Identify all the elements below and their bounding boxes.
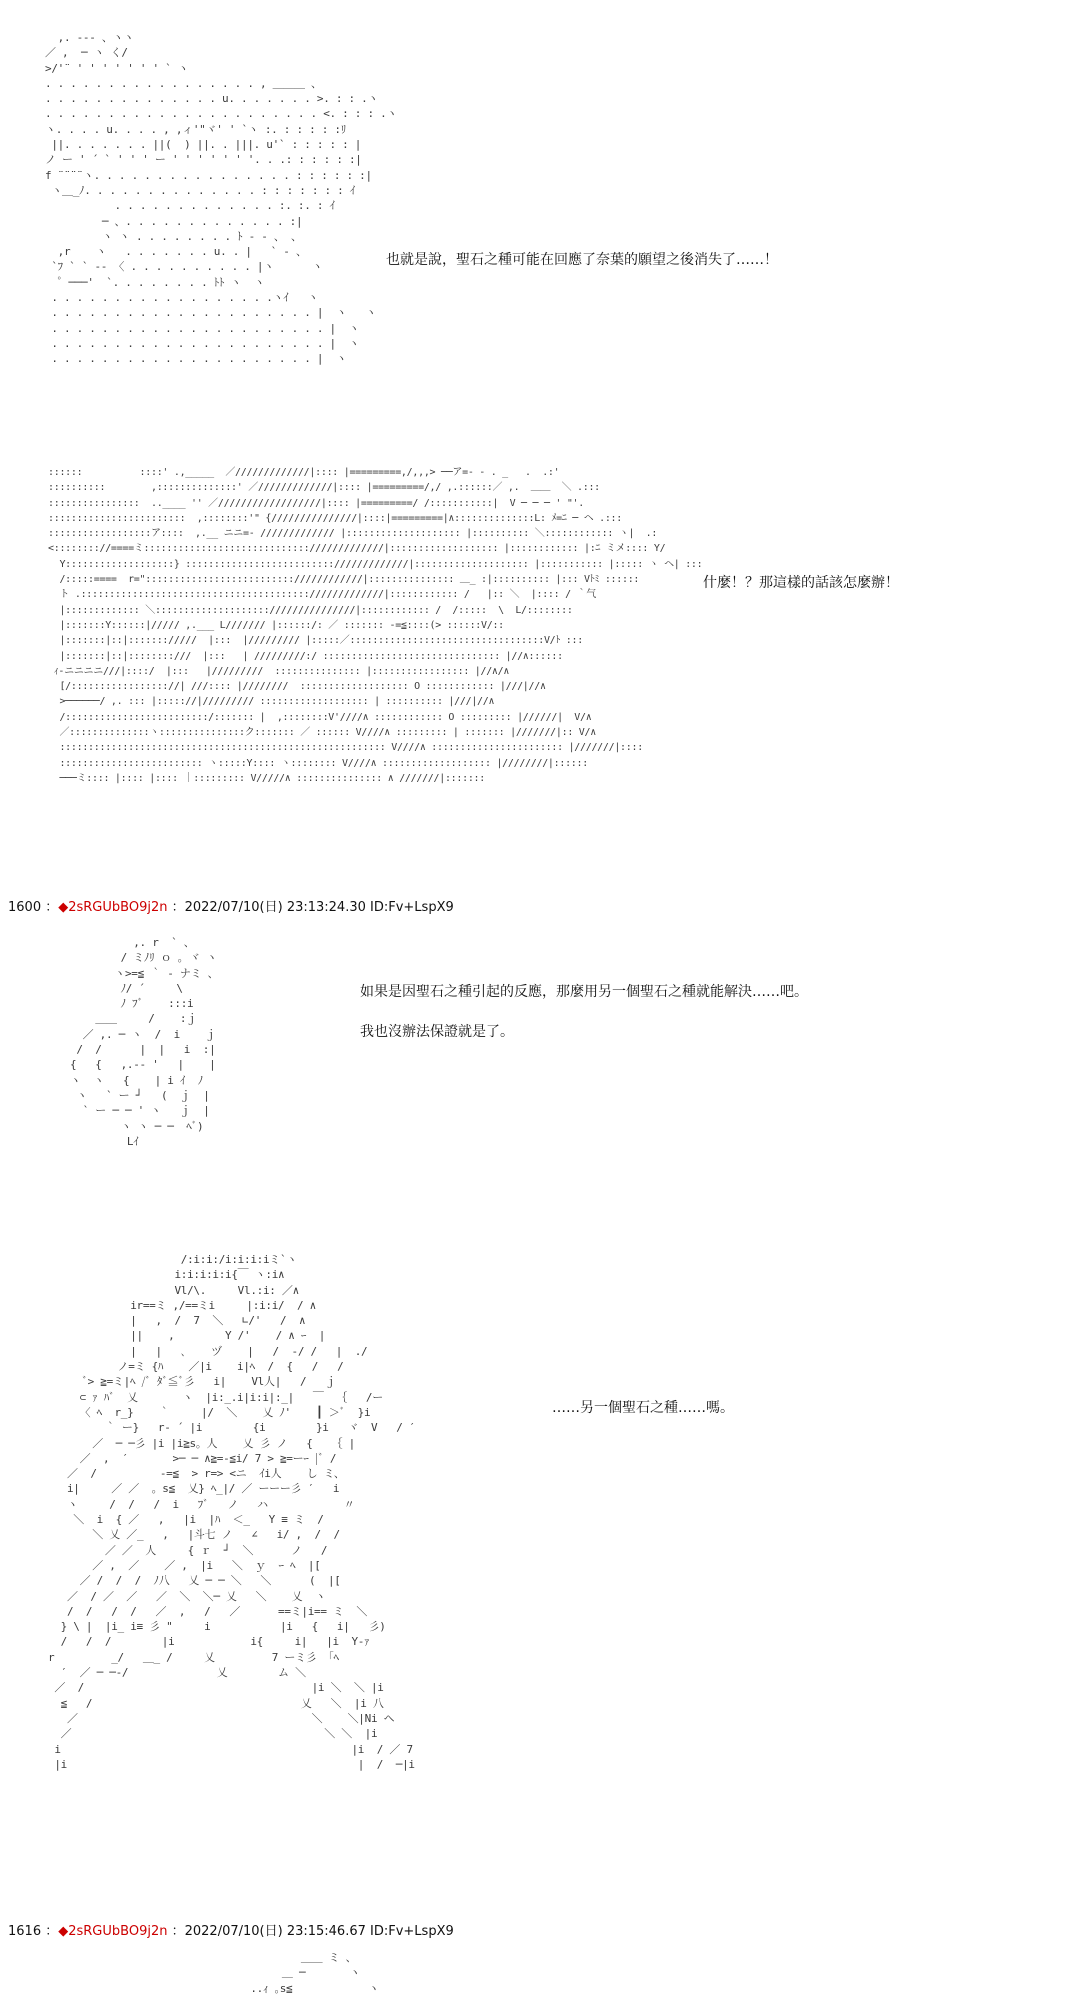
post-datetime: 2022/07/10(日) 23:15:46.67 (184, 1924, 366, 1939)
post-number: 1616 (8, 1924, 42, 1939)
dialog-line: 也就是說，聖石之種可能在回應了奈葉的願望之後消失了……！ (386, 252, 778, 268)
post-id: ID:Fv+LspX9 (370, 900, 454, 915)
trip-diamond-icon: ◆ (58, 1924, 69, 1939)
dialog-line: 如果是因聖石之種引起的反應，那麼用另一個聖石之種就能解決……吧。 (360, 984, 808, 1000)
post-datetime: 2022/07/10(日) 23:13:24.30 (184, 900, 366, 915)
post-number: 1600 (8, 900, 42, 915)
trip-code: 2sRGUbBO9j2n (68, 1924, 168, 1939)
dialog-panel-1 (386, 250, 778, 290)
ascii-art-panel-3: ,. r ` 、 / ミﾉﾘ ｏ ｡ ヾ ヽ ヽ>=≦ ｀ - ナミ 、 ﾉ/ ´ \ ﾉ ﾌﾞ :::i ＿＿ / :ｊ ／ ,. ─ ヽ / i ｊ / / | | i :| { { ,.-‐ ' | | ヽ ヽ { | i ｲ ﾉ ヽ ` ー ┘ ( ｊ | ` ー ─ ─ ' ヽ ｊ | ヽ ヽ ─ ─ ﾍﾞ) Lｲ (70, 936, 219, 1148)
post-header-1616: 1616 ：◆2sRGUbBO9j2n ：2022/07/10(日) 23:15:46.67 ID:Fv+LspX9 (8, 1924, 454, 1939)
ascii-art-panel-5: ＿＿ ミ 、 ＿ ─ ヽ ..ｨ ｡s≦ ヽ (250, 1951, 379, 1995)
trip-code: 2sRGUbBO9j2n (68, 900, 168, 915)
post-id: ID:Fv+LspX9 (370, 1924, 454, 1939)
dialog-panel-3 (360, 982, 808, 1062)
dialog-panel-4 (552, 1398, 734, 1438)
post-header-1600: 1600 ：◆2sRGUbBO9j2n ：2022/07/10(日) 23:13:24.30 ID:Fv+LspX9 (8, 900, 454, 915)
ascii-art-panel-1: ,. -‐- 、ヽヽ ／ , ─ ヽ く/ >/'¨ ' ' ' ' ' ' ' ` ヽ . . . . . . . . . . . . . . . . . , ＿＿＿ 、 . . . . . . . . . . . . . . u. . . . . . . >. : : .ヽ . . . . . . . . . . . . . . . . . . . . . . <. : : : .ヽ ヽ. . . . u. . . . , ,ィ'"ヾ' ' `ヽ :. : : : : :ﾘ ||. . . . . . . ||( ) ||. . |||. u'` : : : : : | ノ ー ' ´ ` ' ' ' ー ' ' ' ' ' ' '. . .: : : : : :| f ¨¨¨¨ヽ. . . . . . . . . . . . . . . . : : : : : :| ヽ＿_ﾉ. . . . . . . . . . . . . . : : : : : : : ｲ . . . . . . . . . . . . . :. :. : ｲ ─ 、. . . . . . . . . . . . . :| ヽ ヽ . . . . . . . . ﾄ ‐ - 、 、 ,r ヽ . . . . . . . u. . | ` ‐ 、 `ﾌ ` ` ‐‐ 〈 . . . . . . . . . . |ヽ ヽ ゜───' `. . . . . . . . ﾄﾄ ヽ ヽ . . . . . . . . . . . . . . . . . .ヽｲ ヽ . . . . . . . . . . . . . . . . . . . . . | ヽ ヽ . . . . . . . . . . . . . . . . . . . . . . | ヽ . . . . . . . . . . . . . . . . . . . . . . | ヽ . . . . . . . . . . . . . . . . . . . . . | ヽ (45, 31, 398, 366)
ascii-art-panel-2: :::::: ::::' .,_____ ／/////////////|:::: |=========,/,,,> ──ア=- - . _ . .:' :::::::::: ,::::::::::::::' ／/////////////|:::: |=========/,/ ,.::::::／ ,. ＿＿ ＼ .::: :::::::::::::::: ..____ '' ／//////////////////|:::: |=========/ /:::::::::::| V ─ ─ ─ ' "'. :::::::::::::::::::::::: ,::::::::'" {///////////////|::::|=========|∧::::::::::::::L: ﾒ=ﾆ ─ ヘ .::: ::::::::::::::::::ア:::: ,.__ ニニ=- ///////////// |:::::::::::::::::::: |:::::::::: ＼:::::::::::: ヽ| .: <:::::::://====ミ::::::::::::::::::::::::::::://///////////|::::::::::::::::::: |:::::::::::: |:ﾆ ミメ:::: Y/ Y:::::::::::::::::::} :::::::::::::::::::::::::://///////////|:::::::::::::::::::: |::::::::::: |::::: ヽ ヘ| ::: /:::::==== r="::::::::::::::::::::::::::////////////|::::::::::::::: ＿_ :|:::::::::: |::: Vﾄﾐ :::::: ト .:::::::::::::::::::::::::::::::::::::::://///////////|:::::::::::: / |:: ＼ |:::: / ｀气 |::::::::::::: ＼::::::::::::::::::::///////////////|:::::::::::: / /::::: \ L/:::::::: |:::::::Y::::::|///// ,.___ L/////// |::::::/: ／ ::::::: -=≦::::(> ::::::V/:: |:::::::|::|:::::::///// |::: |///////// |:::::／::::::::::::::::::::::::::::::::::V/ﾄ ::: |:::::::|::|::::::::/// |::: | /////////:/ ::::::::::::::::::::::::::::::: |//∧:::::: ｨ‐ニニニニ///|::::/ |::: |///////// ::::::::::::::: |::::::::::::::::: |//∧/∧ [/::::::::::::::::://| ///:::: |//////// ::::::::::::::::::: O :::::::::::: |///|//∧ >──────/ ,. ::: |::::://|///////// ::::::::::::::::::: | :::::::::: |///|//∧ /:::::::::::::::::::::::::/::::::: | ,::::::::V'////∧ :::::::::::: O ::::::::: |//////| V/∧ ／::::::::::::::ヽ:::::::::::::::ク::::::: ／ :::::: V////∧ ::::::::: | ::::::: |///////|:: V/∧ ::::::::::::::::::::::::::::::::::::::::::::::::::::::::: V////∧ ::::::::::::::::::::::: |///////|:::: ::::::::::::::::::::::::: ヽ:::::Y:::: ヽ:::::::: V////∧ ::::::::::::::::::: |////////|:::::: ───ミ:::: |:::: |:::: ｜::::::::: V/////∧ ::::::::::::::: ∧ ///////|::::::: (48, 467, 703, 784)
dialog-line: 我也沒辦法保證就是了。 (360, 1024, 514, 1040)
trip-diamond-icon: ◆ (58, 900, 69, 915)
ascii-art-panel-4: /:i:i:/i:i:i:iミ`ヽ i:i:i:i:i{￣ ヽ:i∧ Vl/\. Vl.:i: ／∧ ir==ミ ,/==ミi |:i:i/ / ∧ | , / 7 ＼ ∟/' / ∧ || , Y /' / ∧ ｰ | | | ､ ヅ | / -/ / | ./ ノ=ミ {ﾊ ／|i i|ﾍ / { / / ﾞ> ≧=ミ|ﾍ /ﾞ ﾀﾞ≦ﾞ彡 i| Vl人| / ｊ ⊂ ｧ ﾊﾞ 乂 ヽ |i:_.i|i:i|:_| ￣ ｛ /ー 〈 ﾍ r_} ｀ |/ ＼ 乂 ﾉ' ┃ ＞ﾞ }i ｀ ー} r‐ ´ |i {i }i ヾ V / ′ ／ ─ ─彡 |i |i≧s。人 乂 彡 ノ { ｛ | ／ , ′ >─ ─ ∧≧=-≦i/ 7 > ≧=ーｰ |ﾞ / ／ / -=≦ > r=> <ニ ｲi人 し ミ、 i| ／ ／ 。s≦ 乂} ﾍ_|/ ／ ーーー彡 ′ i ヽ / / / i ﾌﾞ ノ ハ 〃 ＼ i { ／ , |i |ﾊ ＜_ Y ≡ ミ / ＼ 乂 ／_ , |斗七 ノ ∠ i/ , / / ／ ／ 人 { ｒ ┘ ＼ ノ / ／ , ／ ／ , |i ＼ ｙ ｰ ﾍ |[ ／ / / / ﾉ八 乂 ─ ─ ＼ ＼ ( |[ ／ / ／ ／ ／ ＼ ＼─ 乂 ＼ 乂 ヽ / / / / ／ , / ／ ==ミ|i== ミ ＼ } \ | |i_ i≡ 彡 " i |i { i| 彡) / / / |i i{ i| |i Y-ｧ r _/ ＿_ / 乂 7 ーミ彡 「ﾍ ′ ／ ─ ─‐/ 乂 ム ＼ ／ / |i ＼ ＼ |i ≦ / 乂 ＼ |i 八 ／ ＼ ＼|Ni ヘ ／ ＼ ＼ |i i |i / ／ 7 |i | / ─|i (48, 1253, 416, 1771)
dialog-panel-2 (703, 573, 899, 613)
dialog-line: 什麼！？那這樣的話該怎麼辦！ (703, 575, 899, 591)
dialog-line: ……另一個聖石之種……嗎。 (552, 1400, 734, 1416)
